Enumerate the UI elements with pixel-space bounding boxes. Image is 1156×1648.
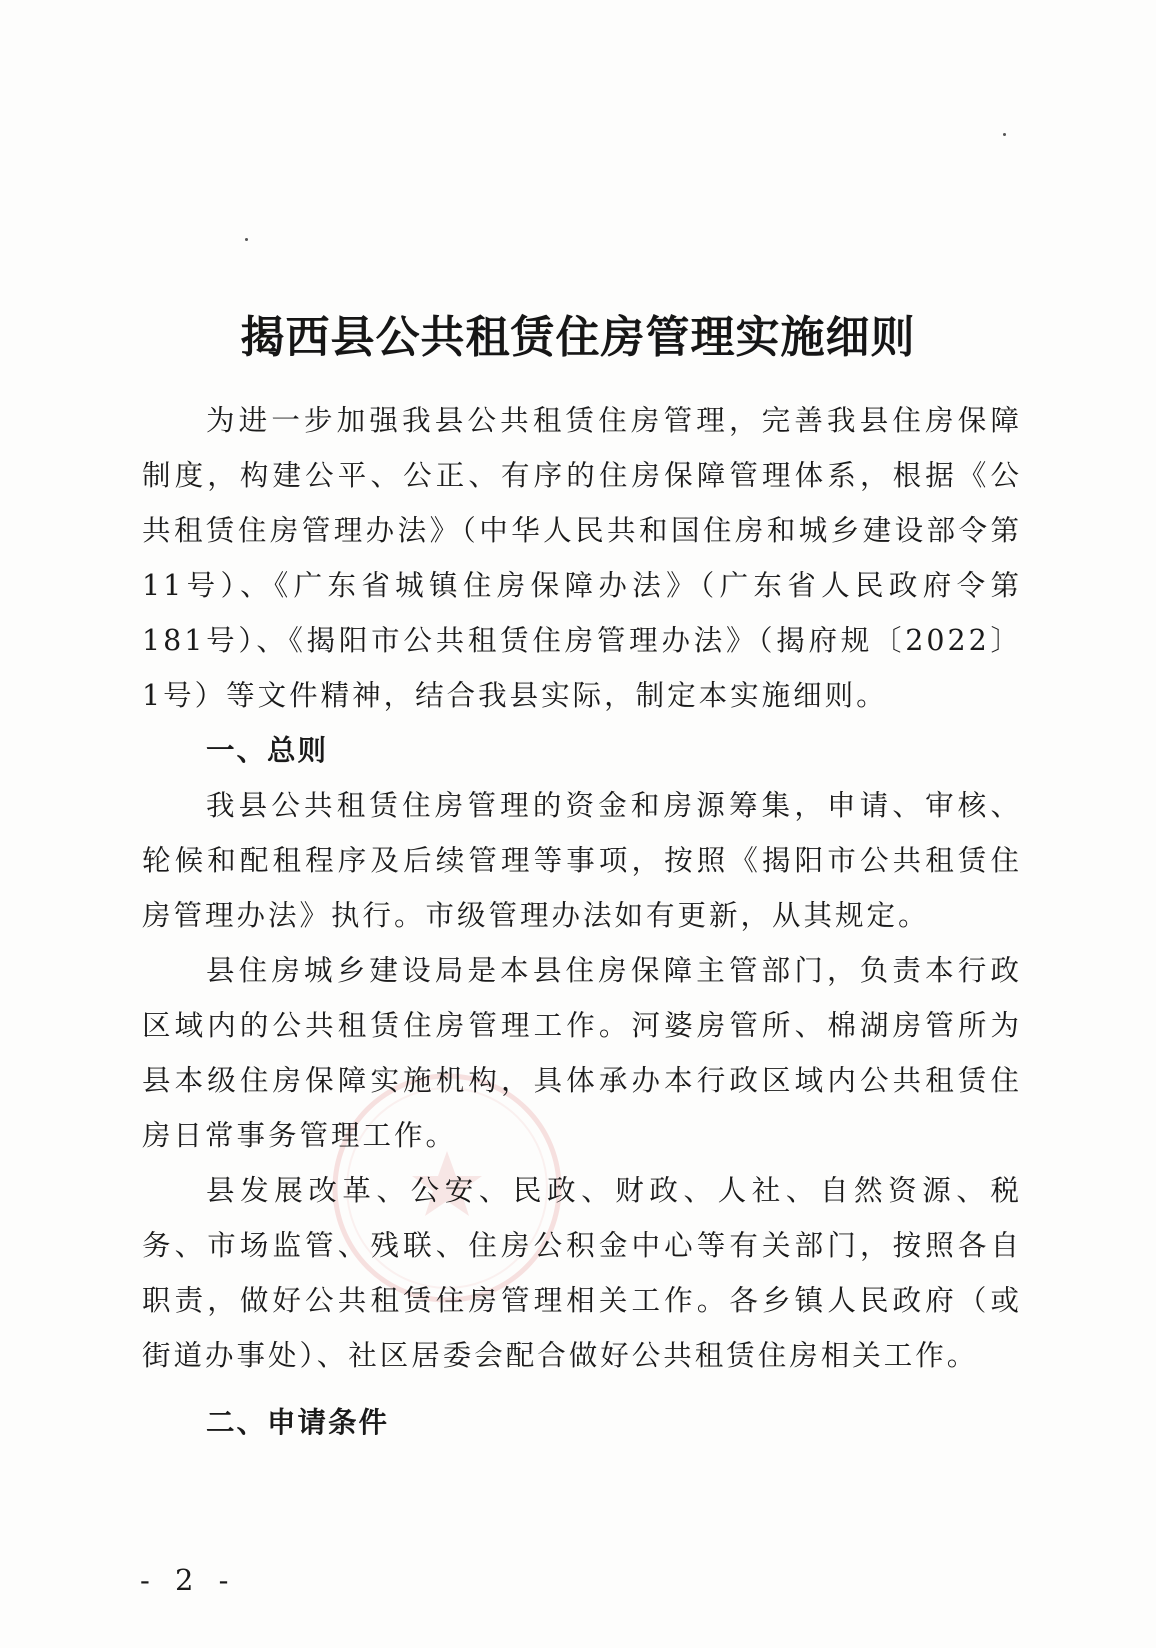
section-heading-eligibility: 二、申请条件 (206, 1406, 390, 1439)
section-paragraph: 我县公共租赁住房管理的资金和房源筹集，申请、审核、轮候和配租程序及后续管理等事项，按照《揭阳市公共租赁住房管理办法》执行。市级管理办法如有更新，从其规定。 (142, 789, 1022, 932)
scan-speck (1003, 133, 1006, 136)
section-paragraph: 县住房城乡建设局是本县住房保障主管部门，负责本行政区域内的公共租赁住房管理工作。河婆房管所、棉湖房管所为县本级住房保障实施机构，具体承办本行政区域内公共租赁住房日常事务管理工作。 (142, 954, 1022, 1152)
page-number: - 2 - (140, 1563, 237, 1597)
scan-speck (245, 238, 248, 241)
document-title: 揭西县公共租赁住房管理实施细则 (240, 312, 916, 364)
section-heading-general: 一、总则 (206, 734, 329, 767)
section-paragraph: 县发展改革、公安、民政、财政、人社、自然资源、税务、市场监管、残联、住房公积金中心等有关部门，按照各自职责，做好公共租赁住房管理相关工作。各乡镇人民政府（或街道办事处）、社区居委会配合做好公共租赁住房相关工作。 (142, 1174, 1022, 1372)
document-body (142, 393, 1022, 1450)
intro-paragraph: 为进一步加强我县公共租赁住房管理，完善我县住房保障制度，构建公平、公正、有序的住房保障管理体系，根据《公共租赁住房管理办法》（中华人民共和国住房和城乡建设部令第11号）、《广东省城镇住房保障办法》（广东省人民政府令第181号）、《揭阳市公共租赁住房管理办法》（揭府规〔2022〕1号）等文件精神，结合我县实际，制定本实施细则。 (142, 404, 1022, 712)
